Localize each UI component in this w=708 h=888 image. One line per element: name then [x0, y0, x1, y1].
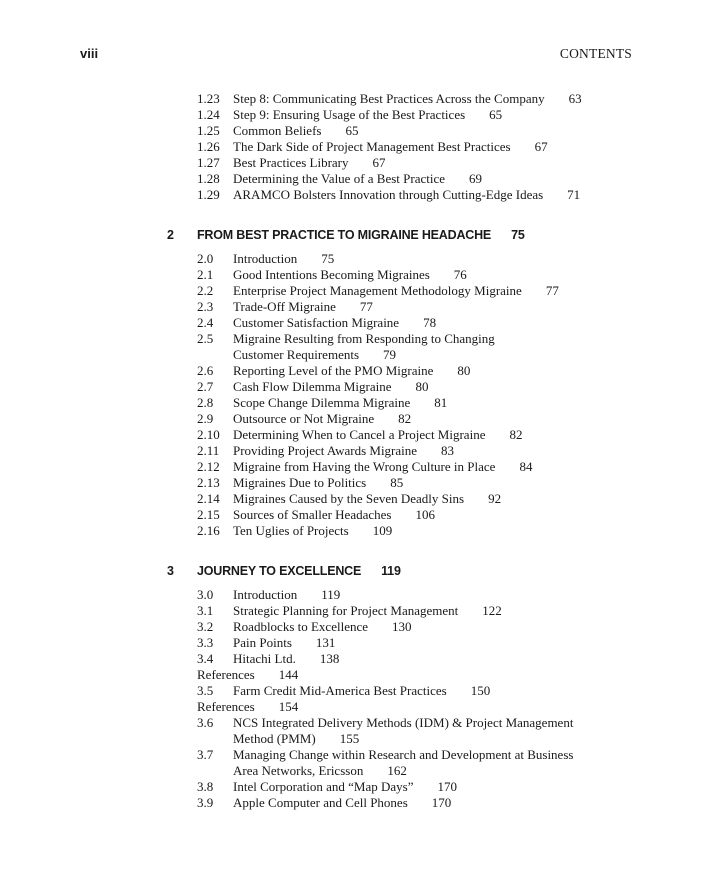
section-title: Hitachi Ltd. — [233, 651, 296, 666]
toc-entry[interactable] — [0, 507, 708, 523]
toc-entry[interactable] — [0, 491, 708, 507]
page-ref: 81 — [434, 395, 448, 410]
section-number: 2.10 — [197, 427, 220, 442]
page-ref: 150 — [470, 683, 491, 698]
section-number: 2.8 — [197, 395, 214, 410]
section-number: 2.12 — [197, 459, 220, 474]
toc-entry-references[interactable] — [0, 667, 708, 683]
section-number: 1.29 — [197, 187, 220, 202]
section-title: Introduction — [233, 587, 298, 602]
page-ref: 65 — [345, 123, 359, 138]
page-ref: 154 — [278, 699, 299, 714]
page-ref: 78 — [423, 315, 437, 330]
references-title: References — [197, 667, 255, 682]
section-number: 3.8 — [197, 779, 214, 794]
page-ref: 130 — [392, 619, 412, 634]
toc-entry[interactable] — [0, 475, 708, 491]
page-ref: 119 — [321, 587, 341, 602]
toc-entry-references[interactable] — [0, 699, 708, 715]
section-number: 1.26 — [197, 139, 220, 154]
section-number: 2.7 — [197, 379, 214, 394]
page-ref: 65 — [489, 107, 503, 122]
toc-entry[interactable] — [0, 715, 708, 747]
chapter1-section-list — [0, 91, 708, 203]
toc-entry[interactable] — [0, 683, 708, 699]
section-title: Migraine Resulting from Responding to Changing — [233, 331, 495, 346]
page-ref: 170 — [431, 795, 452, 810]
page-ref: 155 — [339, 731, 360, 746]
section-number: 2.2 — [197, 283, 214, 298]
page-ref: 63 — [568, 91, 582, 106]
section-title: Roadblocks to Excellence — [233, 619, 369, 634]
chapter-title: FROM BEST PRACTICE TO MIGRAINE HEADACHE — [197, 228, 492, 242]
page-ref: 75 — [321, 251, 335, 266]
chapter-page-ref: 75 — [511, 228, 525, 242]
chapter-number: 3 — [167, 564, 174, 578]
toc-entry[interactable] — [0, 283, 708, 299]
page-ref: 144 — [278, 667, 299, 682]
section-number: 2.13 — [197, 475, 220, 490]
section-number: 2.9 — [197, 411, 214, 426]
section-title: ARAMCO Bolsters Innovation through Cutting-Edge Ideas — [233, 187, 544, 202]
toc-entry[interactable] — [0, 315, 708, 331]
section-number: 1.27 — [197, 155, 220, 170]
toc-entry[interactable] — [0, 363, 708, 379]
toc-entry[interactable] — [0, 379, 708, 395]
section-number: 2.1 — [197, 267, 214, 282]
toc-entry[interactable] — [0, 155, 708, 171]
toc-entry[interactable] — [0, 187, 708, 203]
section-title: Providing Project Awards Migraine — [233, 443, 418, 458]
toc-entry[interactable] — [0, 91, 708, 107]
section-title: Reporting Level of the PMO Migraine — [233, 363, 434, 378]
section-title: NCS Integrated Delivery Methods (IDM) & Project Management — [233, 715, 574, 730]
toc-entry[interactable] — [0, 523, 708, 539]
page-number: viii — [80, 46, 99, 61]
page-ref: 122 — [482, 603, 502, 618]
section-title: Cash Flow Dilemma Migraine — [233, 379, 392, 394]
toc-entry[interactable] — [0, 651, 708, 667]
section-title: Managing Change within Research and Development at Business — [233, 747, 574, 762]
chapter-heading[interactable] — [0, 226, 708, 244]
section-number: 3.5 — [197, 683, 214, 698]
section-number: 2.16 — [197, 523, 220, 538]
section-title: Introduction — [233, 251, 298, 266]
section-number: 2.15 — [197, 507, 220, 522]
page-ref: 170 — [437, 779, 458, 794]
section-number: 2.5 — [197, 331, 214, 346]
section-number: 2.11 — [197, 443, 220, 458]
chapter-title: JOURNEY TO EXCELLENCE — [197, 564, 362, 578]
section-number: 3.1 — [197, 603, 214, 618]
section-number: 3.4 — [197, 651, 214, 666]
page-ref: 77 — [545, 283, 559, 298]
page-ref: 85 — [390, 475, 404, 490]
toc-entry[interactable] — [0, 171, 708, 187]
chapter-heading[interactable] — [0, 562, 708, 580]
section-title: Step 9: Ensuring Usage of the Best Practices — [233, 107, 466, 122]
toc-entry[interactable] — [0, 587, 708, 603]
section-title: Trade-Off Migraine — [233, 299, 336, 314]
page-ref: 67 — [534, 139, 548, 154]
toc-entry[interactable] — [0, 459, 708, 475]
toc-entry[interactable] — [0, 635, 708, 651]
toc-entry[interactable] — [0, 411, 708, 427]
section-number: 3.6 — [197, 715, 214, 730]
section-number: 3.7 — [197, 747, 214, 762]
section-title-continued: Area Networks, Ericsson — [233, 763, 364, 778]
page-ref: 67 — [372, 155, 386, 170]
section-title-continued: Customer Requirements — [233, 347, 360, 362]
section-title: Sources of Smaller Headaches — [233, 507, 392, 522]
toc-entry[interactable] — [0, 299, 708, 315]
toc-entry[interactable] — [0, 779, 708, 795]
section-title: Intel Corporation and “Map Days” — [233, 779, 414, 794]
section-title: Customer Satisfaction Migraine — [233, 315, 400, 330]
section-number: 1.24 — [197, 107, 220, 122]
section-number: 3.0 — [197, 587, 214, 602]
page-ref: 92 — [488, 491, 502, 506]
toc-entry[interactable] — [0, 427, 708, 443]
page-ref: 109 — [372, 523, 393, 538]
section-title: Scope Change Dilemma Migraine — [233, 395, 411, 410]
page-ref: 106 — [415, 507, 435, 522]
toc-entry[interactable] — [0, 395, 708, 411]
chapter2-section-list — [0, 251, 708, 539]
section-number: 1.23 — [197, 91, 220, 106]
section-title-continued: Method (PMM) — [233, 731, 316, 746]
toc-entry[interactable] — [0, 107, 708, 123]
toc-entry[interactable] — [0, 795, 708, 811]
toc-entry[interactable] — [0, 123, 708, 139]
chapter-page-ref: 119 — [381, 564, 401, 578]
page-ref: 138 — [319, 651, 340, 666]
section-title: Common Beliefs — [233, 123, 322, 138]
toc-entry[interactable] — [0, 619, 708, 635]
section-number: 1.28 — [197, 171, 220, 186]
section-title: Migraines Caused by the Seven Deadly Sins — [233, 491, 465, 506]
toc-entry[interactable] — [0, 267, 708, 283]
page-ref: 83 — [441, 443, 455, 458]
chapter-number: 2 — [167, 228, 174, 242]
section-title: Migraines Due to Politics — [233, 475, 367, 490]
toc-entry[interactable] — [0, 251, 708, 267]
page-ref: 69 — [469, 171, 483, 186]
section-number: 3.9 — [197, 795, 214, 810]
page-ref: 80 — [457, 363, 471, 378]
section-number: 2.6 — [197, 363, 214, 378]
section-title: Good Intentions Becoming Migraines — [233, 267, 430, 282]
toc-entry[interactable] — [0, 331, 708, 363]
page-ref: 71 — [567, 187, 581, 202]
section-number: 3.3 — [197, 635, 214, 650]
section-title: Migraine from Having the Wrong Culture in Place — [233, 459, 496, 474]
page-ref: 82 — [509, 427, 523, 442]
section-number: 2.0 — [197, 251, 214, 266]
section-title: Enterprise Project Management Methodology Migraine — [233, 283, 522, 298]
section-number: 2.14 — [197, 491, 220, 506]
section-title: The Dark Side of Project Management Best Practices — [233, 139, 511, 154]
section-number: 1.25 — [197, 123, 220, 138]
page-ref: 79 — [383, 347, 397, 362]
page-ref: 77 — [359, 299, 373, 314]
toc-entry[interactable] — [0, 747, 708, 779]
chapter3-section-list — [0, 587, 708, 811]
section-title: Determining the Value of a Best Practice — [233, 171, 446, 186]
section-title: Outsource or Not Migraine — [233, 411, 375, 426]
section-title: Step 8: Communicating Best Practices Across the Company — [233, 91, 545, 106]
page-ref: 82 — [398, 411, 412, 426]
section-title: Apple Computer and Cell Phones — [233, 795, 408, 810]
running-title: CONTENTS — [559, 46, 632, 61]
section-title: Pain Points — [233, 635, 292, 650]
section-number: 3.2 — [197, 619, 214, 634]
section-title: Determining When to Cancel a Project Migraine — [233, 427, 486, 442]
page-ref: 80 — [415, 379, 429, 394]
page-ref: 131 — [315, 635, 336, 650]
page-ref: 76 — [453, 267, 467, 282]
section-title: Strategic Planning for Project Management — [233, 603, 459, 618]
page-ref: 162 — [387, 763, 407, 778]
page-ref: 84 — [519, 459, 533, 474]
section-number: 2.4 — [197, 315, 214, 330]
toc-entry[interactable] — [0, 603, 708, 619]
references-title: References — [197, 699, 255, 714]
section-number: 2.3 — [197, 299, 214, 314]
section-title: Best Practices Library — [233, 155, 349, 170]
toc-entry[interactable] — [0, 443, 708, 459]
section-title: Farm Credit Mid-America Best Practices — [233, 683, 447, 698]
toc-entry[interactable] — [0, 139, 708, 155]
section-title: Ten Uglies of Projects — [233, 523, 349, 538]
